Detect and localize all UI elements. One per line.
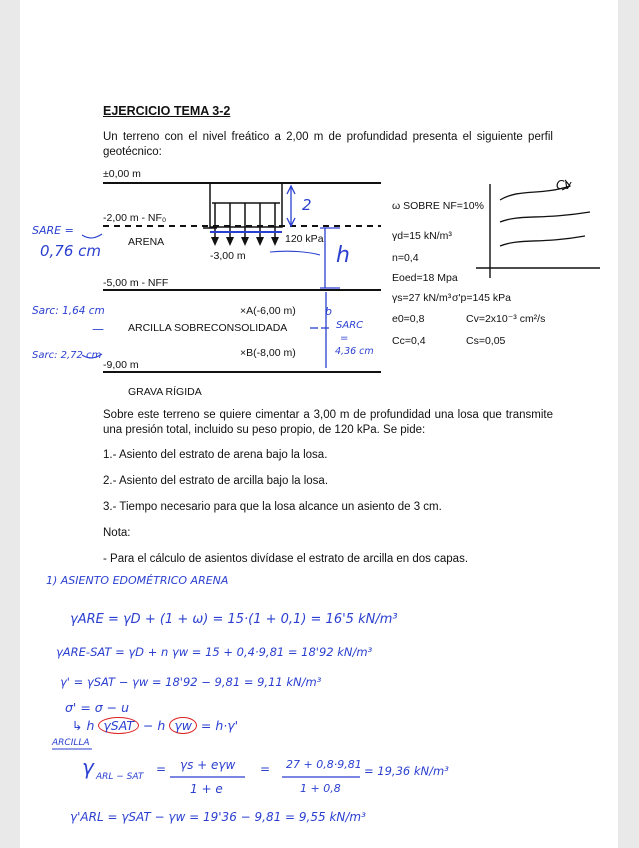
hw-dash: — bbox=[92, 322, 104, 336]
sand-label: ARENA bbox=[128, 236, 165, 248]
hw-arcilla: ARCILLA bbox=[52, 738, 90, 748]
hw-eq-one: = bbox=[340, 333, 349, 344]
hw-eq5-post: = h·γ' bbox=[200, 718, 239, 733]
prop-w: ω SOBRE NF=10% bbox=[392, 200, 484, 212]
hw-heading: 1) ASIENTO EDOMÉTRICO ARENA bbox=[46, 574, 229, 587]
prop-cc: Cc=0,4 bbox=[392, 335, 426, 347]
nota-label: Nota: bbox=[103, 527, 131, 539]
level-3: -3,00 m bbox=[210, 250, 246, 262]
prop-gs: γs=27 kN/m³ bbox=[392, 292, 452, 304]
point-b: ×B(-8,00 m) bbox=[240, 347, 296, 359]
question-2: 2.- Asiento del estrato de arcilla bajo la losa. bbox=[103, 475, 329, 487]
question-3: 3.- Tiempo necesario para que la losa alcance un asiento de 3 cm. bbox=[103, 501, 442, 513]
hw-cv-graph-label: Cv bbox=[556, 178, 572, 192]
prop-cv: Cv=2x10⁻³ cm²/s bbox=[466, 313, 546, 325]
gravel-label: GRAVA RÍGIDA bbox=[128, 386, 202, 398]
clay-label: ARCILLA SOBRECONSOLIDADA bbox=[128, 322, 288, 334]
hw-sare-value: 0,76 cm bbox=[40, 242, 102, 260]
level-5: -5,00 m - NFF bbox=[103, 277, 169, 289]
dim-h: h bbox=[336, 243, 350, 268]
dim-b: b bbox=[325, 305, 332, 318]
dim-2: 2 bbox=[302, 196, 312, 214]
prop-sp: σ'p=145 kPa bbox=[452, 292, 511, 304]
prop-e0: e0=0,8 bbox=[392, 313, 425, 325]
hw-eq3: γ' = γSAT − γw = 18'92 − 9,81 = 9,11 kN/m³ bbox=[60, 675, 322, 689]
prop-gd: γd=15 kN/m³ bbox=[392, 230, 452, 242]
hw-eq6-f2-bot: 1 + 0,8 bbox=[300, 782, 341, 795]
hw-eq7: γ'ARL = γSAT − γw = 19'36 − 9,81 = 9,55 kN/m³ bbox=[70, 810, 366, 824]
hw-eq2: γARE-SAT = γD + n γw = 15 + 0,4·9,81 = 18'92 kN/m³ bbox=[56, 645, 373, 659]
question-1: 1.- Asiento del estrato de arena bajo la losa. bbox=[103, 449, 328, 461]
nota-text: - Para el cálculo de asientos divídase el estrato de arcilla en dos capas. bbox=[103, 553, 469, 565]
intro-paragraph: Un terreno con el nivel freático a 2,00 m de profundidad presenta el siguiente perfil geotécnico: bbox=[103, 131, 553, 158]
hw-eq1: γARE = γD + (1 + ω) = 15·(1 + 0,1) = 16'5 kN/m³ bbox=[70, 612, 398, 627]
hw-eq5-pre: ↳ h bbox=[72, 718, 95, 733]
hw-eq5 bbox=[72, 718, 238, 733]
prop-eoed: Eoed=18 Mpa bbox=[392, 272, 458, 284]
hw-eq6-f1-bot: 1 + e bbox=[190, 782, 223, 796]
hw-sarc-right-value: 4,36 cm bbox=[335, 346, 374, 357]
hw-eq5-circle1: γSAT bbox=[98, 717, 139, 734]
hw-sarc-right: SARC bbox=[336, 320, 364, 331]
load-label: 120 kPa bbox=[285, 233, 324, 245]
prop-n: n=0,4 bbox=[392, 252, 419, 264]
hw-eq4: σ' = σ − u bbox=[65, 700, 130, 715]
exercise-title: EJERCICIO TEMA 3-2 bbox=[103, 104, 231, 118]
statement-paragraph: Sobre este terreno se quiere cimentar a 3,00 m de profundidad una losa que transmite una presión total, incluido su peso propio, de 120 kPa. Se pide: bbox=[103, 409, 553, 436]
hw-eq6-f1-top: γs + eγw bbox=[180, 758, 236, 772]
hw-eq6-result: = 19,36 kN/m³ bbox=[364, 764, 449, 778]
hw-eq6-lhs: γ bbox=[82, 755, 94, 779]
hw-eq6-eq2: = bbox=[260, 762, 271, 776]
hw-eq6-eq: = bbox=[156, 762, 167, 776]
hw-eq6-f2-top: 27 + 0,8·9,81 bbox=[286, 758, 362, 771]
document-page bbox=[20, 0, 618, 848]
hw-sare-label: SARE = bbox=[32, 224, 74, 237]
hw-sarc1: Sarc: 1,64 cm bbox=[32, 305, 105, 317]
hw-eq5-circle2: γw bbox=[169, 717, 197, 734]
point-a: ×A(-6,00 m) bbox=[240, 305, 296, 317]
level-0: ±0,00 m bbox=[103, 168, 141, 180]
hw-eq5-mid: − h bbox=[142, 718, 166, 733]
prop-cs: Cs=0,05 bbox=[466, 335, 506, 347]
hw-eq6-sub: ARL − SAT bbox=[96, 772, 144, 782]
level-9: -9,00 m bbox=[103, 359, 139, 371]
level-2: -2,00 m - NF₀ bbox=[103, 212, 167, 224]
hw-sarc2: Sarc: 2,72 cm bbox=[32, 350, 102, 361]
